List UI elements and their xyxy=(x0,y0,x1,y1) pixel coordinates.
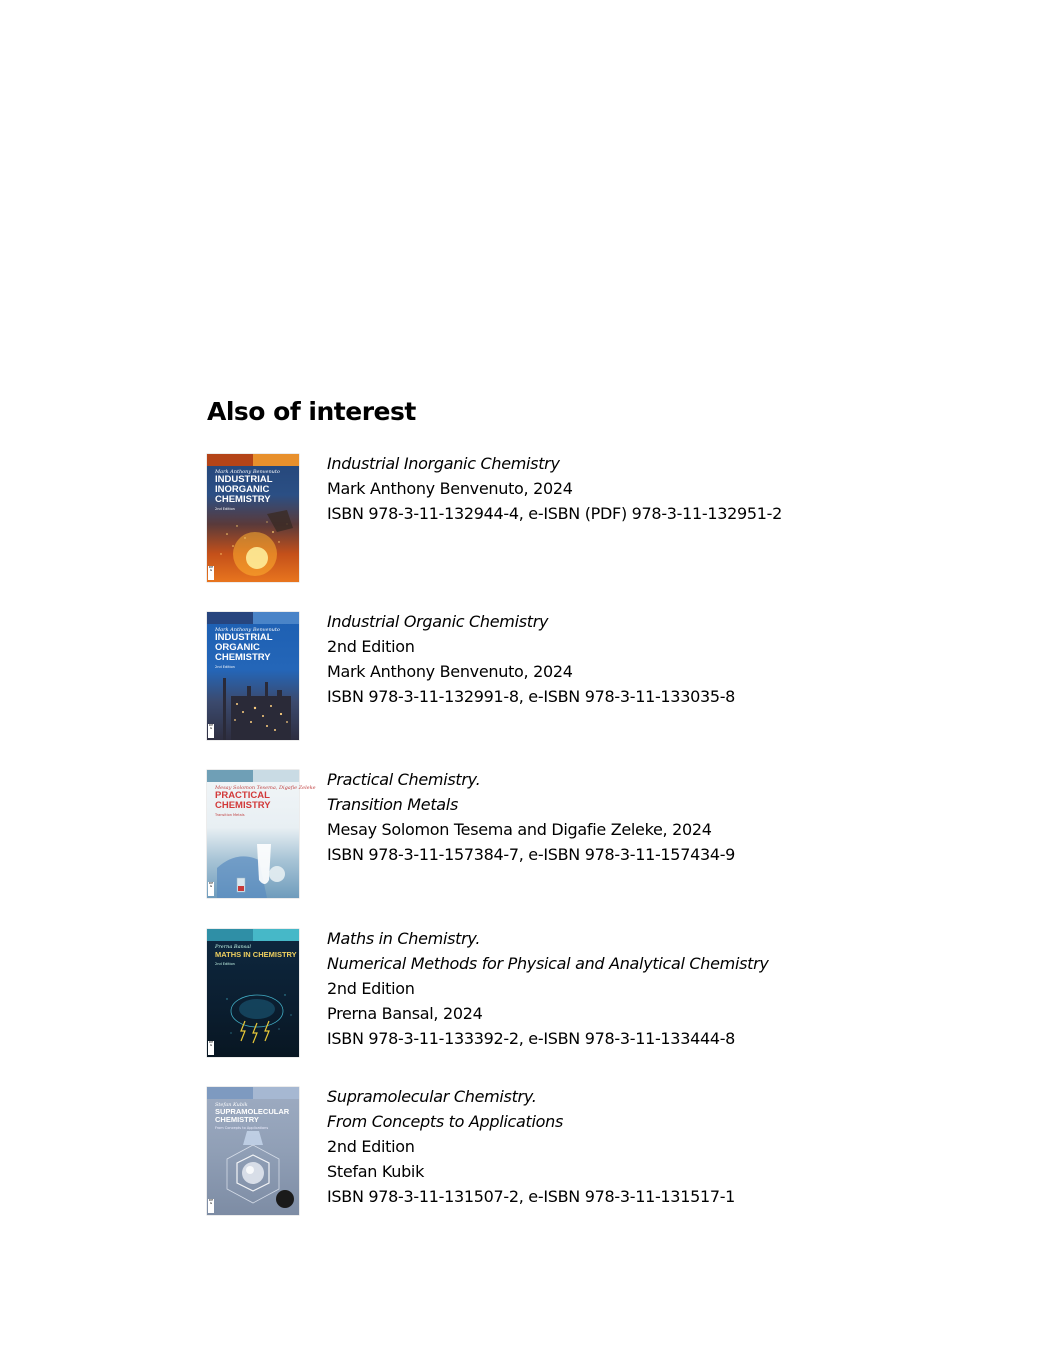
book-subtitle: Numerical Methods for Physical and Analytical Chemistry xyxy=(327,954,769,973)
book-cover-industrial-organic xyxy=(207,612,299,740)
publisher-logo-icon: DE G xyxy=(208,882,214,896)
cover-edition: 2nd Edition xyxy=(215,962,235,966)
cover-title: SUPRAMOLECULAR CHEMISTRY xyxy=(215,1107,290,1124)
book-author: Stefan Kubik xyxy=(327,1162,425,1181)
book-author-year: Mark Anthony Benvenuto, 2024 xyxy=(327,662,573,681)
book-cover-maths-in-chemistry xyxy=(207,929,299,1057)
book-info xyxy=(327,767,735,867)
cover-title: INDUSTRIAL ORGANIC CHEMISTRY xyxy=(215,632,273,663)
book-entry xyxy=(207,929,907,1059)
cover-edition: Transition Metals xyxy=(215,813,245,817)
book-info xyxy=(327,609,735,709)
book-cover-supramolecular-chemistry xyxy=(207,1087,299,1215)
book-author-year: Mark Anthony Benvenuto, 2024 xyxy=(327,479,573,498)
book-cover-industrial-inorganic xyxy=(207,454,299,582)
book-entry xyxy=(207,454,907,584)
book-subtitle: From Concepts to Applications xyxy=(327,1112,564,1131)
book-subtitle: Transition Metals xyxy=(327,795,458,814)
book-edition: 2nd Edition xyxy=(327,979,415,998)
book-cover-practical-chemistry xyxy=(207,770,316,898)
cover-authors: Prerna Bansal xyxy=(215,944,251,950)
cover-title: MATHS IN CHEMISTRY xyxy=(215,950,297,959)
publisher-logo-icon: DE G xyxy=(208,1199,214,1213)
publisher-logo-icon: DE G xyxy=(208,724,214,738)
cover-authors: Mark Anthony Benvenuto xyxy=(215,469,280,475)
book-title: Supramolecular Chemistry. xyxy=(327,1087,537,1106)
book-title: Maths in Chemistry. xyxy=(327,929,481,948)
book-title: Industrial Organic Chemistry xyxy=(327,612,549,631)
cover-edition: 2nd Edition xyxy=(215,507,235,511)
cover-edition: 2nd Edition xyxy=(215,665,235,669)
cover-authors: Mark Anthony Benvenuto xyxy=(215,627,280,633)
cover-authors: Mesay Solomon Tesema, Digafie Zeleke xyxy=(215,785,316,791)
book-author-year: Prerna Bansal, 2024 xyxy=(327,1004,483,1023)
book-info xyxy=(327,1084,735,1209)
book-isbn: ISBN 978-3-11-157384-7, e-ISBN 978-3-11-157434-9 xyxy=(327,845,736,864)
book-info xyxy=(327,451,782,526)
cover-authors: Stefan Kubik xyxy=(215,1102,248,1108)
publisher-logo-icon: DE G xyxy=(208,1041,214,1055)
book-isbn: ISBN 978-3-11-132991-8, e-ISBN 978-3-11-133035-8 xyxy=(327,687,736,706)
book-edition: 2nd Edition xyxy=(327,1137,415,1156)
page-heading: Also of interest xyxy=(207,397,416,426)
book-title: Practical Chemistry. xyxy=(327,770,481,789)
book-author-year: Mesay Solomon Tesema and Digafie Zeleke, 2024 xyxy=(327,820,712,839)
book-isbn: ISBN 978-3-11-132944-4, e-ISBN (PDF) 978-3-11-132951-2 xyxy=(327,504,783,523)
publisher-logo-icon: DE G xyxy=(208,566,214,580)
book-info xyxy=(327,926,769,1051)
book-title: Industrial Inorganic Chemistry xyxy=(327,454,560,473)
book-isbn: ISBN 978-3-11-131507-2, e-ISBN 978-3-11-131517-1 xyxy=(327,1187,736,1206)
cover-title: PRACTICAL CHEMISTRY xyxy=(215,790,271,811)
cover-edition: From Concepts to Applications xyxy=(215,1126,269,1130)
cover-title: INDUSTRIAL INORGANIC CHEMISTRY xyxy=(215,474,273,505)
book-edition: 2nd Edition xyxy=(327,637,415,656)
book-entry xyxy=(207,1087,907,1217)
book-isbn: ISBN 978-3-11-133392-2, e-ISBN 978-3-11-133444-8 xyxy=(327,1029,736,1048)
book-entry xyxy=(207,770,907,900)
book-entry xyxy=(207,612,907,742)
